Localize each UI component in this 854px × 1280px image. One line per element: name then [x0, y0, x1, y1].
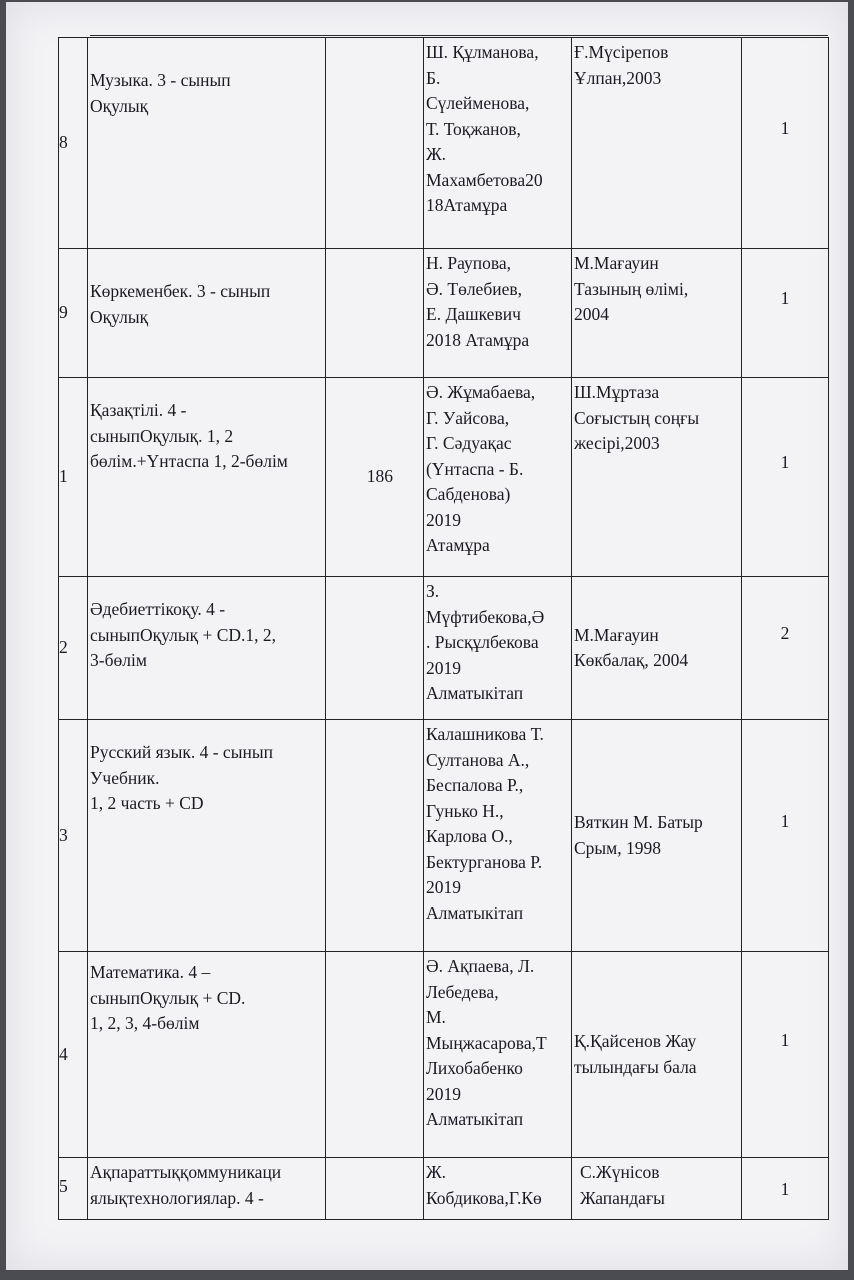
textbook-title: Ақпараттыққоммуникаци ялықтехнологиялар. 4 - — [88, 1158, 326, 1220]
textbook-title: Көркеменбек. 3 - сынып Оқулық — [88, 249, 326, 378]
row-number: 4 — [59, 952, 88, 1158]
copy-count: 1 — [742, 249, 829, 378]
textbook-title: Қазақтілі. 4 - сыныпОқулық. 1, 2 бөлім.+Үнтаспа 1, 2-бөлім — [88, 378, 326, 577]
table-row — [59, 249, 829, 378]
document-page — [6, 2, 848, 1270]
quantity — [326, 952, 424, 1158]
table-row — [59, 952, 829, 1158]
authors-publisher: Ә. Ақпаева, Л. Лебедева, М. Мыңжасарова,Т Лихобабенко 2019 Алматыкітап — [424, 952, 572, 1158]
fiction-book: М.Мағауин Көкбалақ, 2004 — [572, 577, 742, 720]
textbook-title: Әдебиеттікоқу. 4 - сыныпОқулық + CD.1, 2, 3-бөлім — [88, 577, 326, 720]
quantity: 186 — [326, 378, 424, 577]
copy-count: 2 — [742, 577, 829, 720]
copy-count: 1 — [742, 952, 829, 1158]
fiction-book: Вяткин М. Батыр Срым, 1998 — [572, 720, 742, 952]
quantity — [326, 577, 424, 720]
quantity — [326, 38, 424, 249]
fiction-book: Ғ.Мүсірепов Ұлпан,2003 — [572, 38, 742, 249]
authors-publisher: З. Мүфтибекова,Ә . Рысқұлбекова 2019 Алматыкітап — [424, 577, 572, 720]
textbook-title: Математика. 4 – сыныпОқулық + CD. 1, 2, 3, 4-бөлім — [88, 952, 326, 1158]
table-row — [59, 720, 829, 952]
row-number: 2 — [59, 577, 88, 720]
table-row — [59, 577, 829, 720]
quantity — [326, 249, 424, 378]
textbook-title: Русский язык. 4 - сынып Учебник. 1, 2 часть + CD — [88, 720, 326, 952]
top-rule — [90, 35, 828, 36]
row-number: 9 — [59, 249, 88, 378]
row-number: 8 — [59, 38, 88, 249]
authors-publisher: Ж. Кобдикова,Г.Кө — [424, 1158, 572, 1220]
authors-publisher: Н. Раупова, Ә. Төлебиев, Е. Дашкевич 2018 Атамұра — [424, 249, 572, 378]
authors-publisher: Ш. Құлманова, Б. Сүлейменова, Т. Тоқжанов, Ж. Махамбетова20 18Атамұра — [424, 38, 572, 249]
row-number: 1 — [59, 378, 88, 577]
fiction-book: Қ.Қайсенов Жау тылындағы бала — [572, 952, 742, 1158]
textbook-title: Музыка. 3 - сынып Оқулық — [88, 38, 326, 249]
fiction-book: С.Жүнісов Жапандағы — [572, 1158, 742, 1220]
table-row — [59, 38, 829, 249]
table-row — [59, 1158, 829, 1220]
copy-count: 1 — [742, 378, 829, 577]
fiction-book: М.Мағауин Тазының өлімі, 2004 — [572, 249, 742, 378]
row-number: 5 — [59, 1158, 88, 1220]
copy-count: 1 — [742, 1158, 829, 1220]
fiction-book: Ш.Мұртаза Соғыстың соңғы жесірі,2003 — [572, 378, 742, 577]
quantity — [326, 720, 424, 952]
copy-count: 1 — [742, 720, 829, 952]
copy-count: 1 — [742, 38, 829, 249]
table-row — [59, 378, 829, 577]
authors-publisher: Ә. Жұмабаева, Г. Уайсова, Г. Сәдуақас (Үнтаспа - Б. Сабденова) 2019 Атамұра — [424, 378, 572, 577]
quantity — [326, 1158, 424, 1220]
book-list-table — [58, 37, 829, 1220]
authors-publisher: Калашникова Т. Султанова А., Беспалова Р., Гунько Н., Карлова О., Бектурганова Р. 2019 Алматыкітап — [424, 720, 572, 952]
row-number: 3 — [59, 720, 88, 952]
